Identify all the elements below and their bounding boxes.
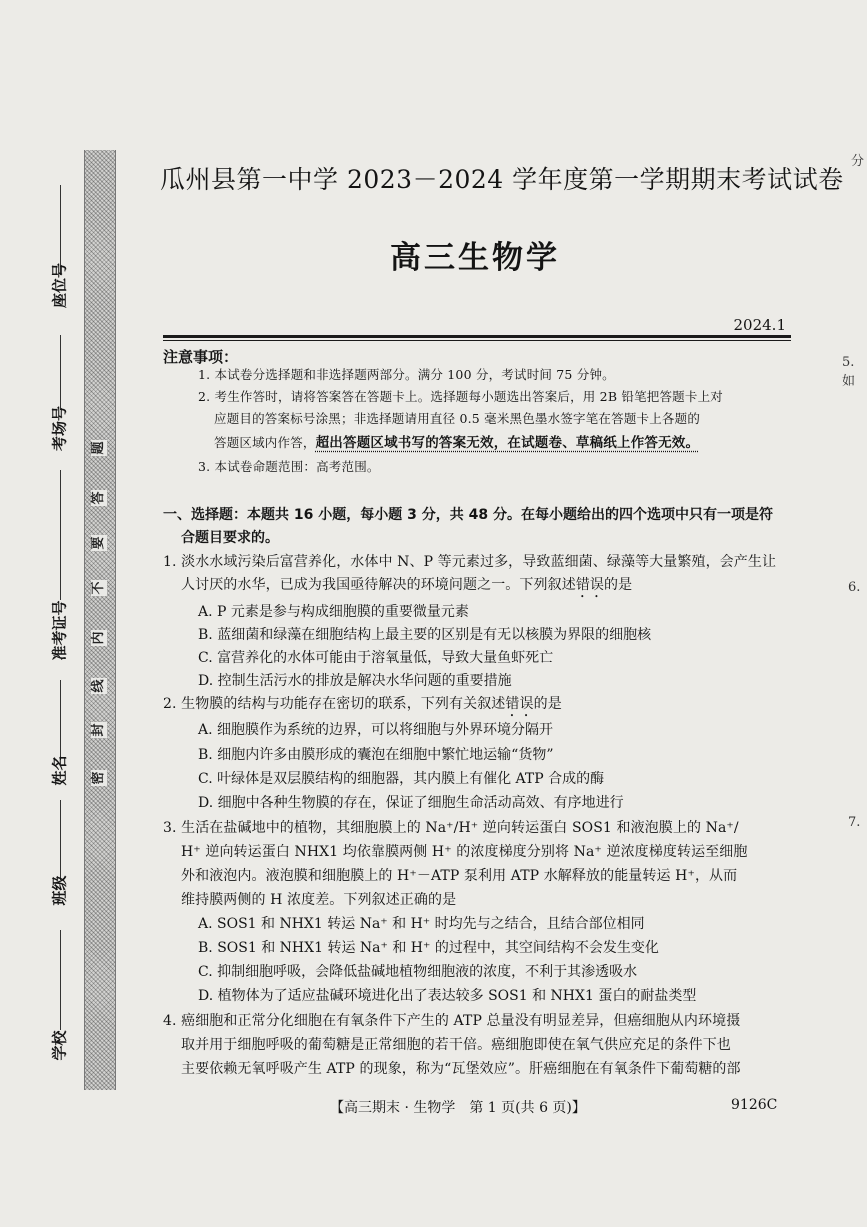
- name-label: 姓名: [50, 755, 69, 786]
- q3-option-a: A. SOS1 和 NHX1 转运 Na⁺ 和 H⁺ 时均先与之结合，且结合部位相同: [198, 916, 645, 932]
- edge-fragment: 5. 如: [842, 355, 856, 389]
- notice-item-2: 2. 考生作答时，请将答案答在答题卡上。选择题每小题选出答案后，用 2B 铅笔把答题卡上对: [198, 389, 723, 404]
- q1-option-b: B. 蓝细菌和绿藻在细胞结构上最主要的区别是有无以核膜为界限的细胞核: [198, 627, 652, 643]
- emphasis-word: 错误: [505, 696, 534, 712]
- exam-date: 2024.1: [733, 316, 786, 334]
- question-text: 2. 生物膜的结构与功能存在密切的联系，下列有关叙述: [163, 696, 506, 712]
- notice-item-2-cont2: [214, 432, 804, 454]
- section-heading: 一、选择题：本题共 16 小题，每小题 3 分，共 48 分。在每小题给出的四个选项中只有一项是符: [163, 507, 773, 523]
- ticket-fill-line: [60, 470, 61, 600]
- question-3-cont: H⁺ 逆向转运蛋白 NHX1 均依靠膜两侧 H⁺ 的浓度梯度分别将 Na⁺ 逆浓度梯度转运至细胞: [181, 844, 748, 860]
- q3-option-c: C. 抑制细胞呼吸，会降低盐碱地植物细胞液的浓度，不利于其渗透吸水: [198, 964, 638, 980]
- seal-char: 线: [91, 679, 106, 693]
- question-4-cont2: 主要依赖无氧呼吸产生 ATP 的现象，称为“瓦堡效应”。肝癌细胞在有氧条件下葡萄糖的部: [181, 1061, 741, 1077]
- q2-option-b: B. 细胞内许多由膜形成的囊泡在细胞中繁忙地运输“货物”: [198, 747, 554, 763]
- seal-char: 答: [91, 491, 106, 505]
- notice-text: 答题区域内作答，: [214, 435, 316, 450]
- q1-option-c: C. 富营养化的水体可能由于溶氧量低，导致大量鱼虾死亡: [198, 650, 554, 666]
- q3-option-b: B. SOS1 和 NHX1 转运 Na⁺ 和 H⁺ 的过程中，其空间结构不会发生变化: [198, 940, 659, 956]
- seal-char: 封: [91, 723, 106, 737]
- notice-item-3: 3. 本试卷命题范围：高考范围。: [198, 459, 380, 474]
- question-4-cont: 取并用于细胞呼吸的葡萄糖是正常细胞的若干倍。癌细胞即使在氧气供应充足的条件下也: [181, 1037, 731, 1053]
- notice-item-2-cont: 应题目的答案标号涂黑；非选择题请用直径 0.5 毫米黑色墨水签字笔在答题卡上各题的: [214, 411, 701, 426]
- question-3: 3. 生活在盐碱地中的植物，其细胞膜上的 Na⁺/H⁺ 逆向转运蛋白 SOS1 和液泡膜上的 Na⁺/: [163, 820, 739, 836]
- seal-char: 要: [91, 536, 106, 550]
- question-text: 人讨厌的水华，已成为我国亟待解决的环境问题之一。下列叙述: [181, 577, 576, 593]
- question-1: 1. 淡水水域污染后富营养化，水体中 N、P 等元素过多，导致蓝细菌、绿藻等大量繁殖，会产生让: [163, 554, 777, 570]
- question-4: 4. 癌细胞和正常分化细胞在有氧条件下产生的 ATP 总量没有明显差异，但癌细胞从内环境摄: [163, 1013, 741, 1029]
- notice-heading: 注意事项：: [163, 348, 239, 366]
- seat-number-label: 座位号: [50, 263, 69, 309]
- paper-code: 9126C: [731, 1097, 778, 1113]
- seal-char: 内: [91, 631, 106, 645]
- ticket-number-label: 准考证号: [50, 600, 69, 661]
- notice-emphasis: 超出答题区域书写的答案无效，在试题卷、草稿纸上作答无效。: [315, 435, 700, 451]
- question-1-cont: [181, 574, 817, 601]
- q2-option-c: C. 叶绿体是双层膜结构的细胞器，其内膜上有催化 ATP 合成的酶: [198, 771, 605, 787]
- question-text: 的是: [533, 696, 562, 712]
- exam-room-label: 考场号: [50, 406, 69, 452]
- q2-option-d: D. 细胞中各种生物膜的存在，保证了细胞生命活动高效、有序地进行: [198, 795, 624, 811]
- header-rule: [163, 335, 791, 338]
- edge-fragment: 6.: [848, 580, 861, 595]
- q3-option-d: D. 植物体为了适应盐碱环境进化出了表达较多 SOS1 和 NHX1 蛋白的耐盐类型: [198, 988, 697, 1004]
- seal-char: 密: [91, 771, 106, 785]
- binding-strip: [84, 150, 116, 1090]
- seal-char: 不: [91, 581, 106, 595]
- emphasis-word: 错误: [575, 577, 605, 593]
- q1-option-a: A. P 元素是参与构成细胞膜的重要微量元素: [198, 604, 469, 620]
- question-text: 的是: [604, 577, 633, 593]
- school-label: 学校: [50, 1030, 69, 1061]
- subject-title: 高三生物学: [390, 240, 560, 276]
- edge-fragment: 7.: [848, 815, 861, 830]
- school-title: 瓜州县第一中学 2023－2024 学年度第一学期期末考试试卷: [160, 165, 844, 194]
- question-3-cont3: 维持膜两侧的 H 浓度差。下列叙述正确的是: [181, 892, 457, 908]
- question-3-cont2: 外和液泡内。液泡膜和细胞膜上的 H⁺－ATP 泵利用 ATP 水解释放的能量转运 H⁺，从而: [181, 868, 738, 884]
- header-rule-thin: [163, 340, 791, 341]
- seal-char: 题: [91, 441, 106, 455]
- notice-item-1: 1. 本试卷分选择题和非选择题两部分。满分 100 分，考试时间 75 分钟。: [198, 367, 615, 382]
- page-footer: 【高三期末 · 生物学 第 1 页(共 6 页)】: [330, 1100, 586, 1116]
- question-2: [163, 693, 799, 720]
- class-label: 班级: [50, 875, 69, 906]
- edge-fragment: 分: [851, 154, 865, 169]
- section-heading-cont: 合题目要求的。: [181, 530, 279, 546]
- q1-option-d: D. 控制生活污水的排放是解决水华问题的重要措施: [198, 673, 512, 689]
- q2-option-a: A. 细胞膜作为系统的边界，可以将细胞与外界环境分隔开: [198, 722, 554, 738]
